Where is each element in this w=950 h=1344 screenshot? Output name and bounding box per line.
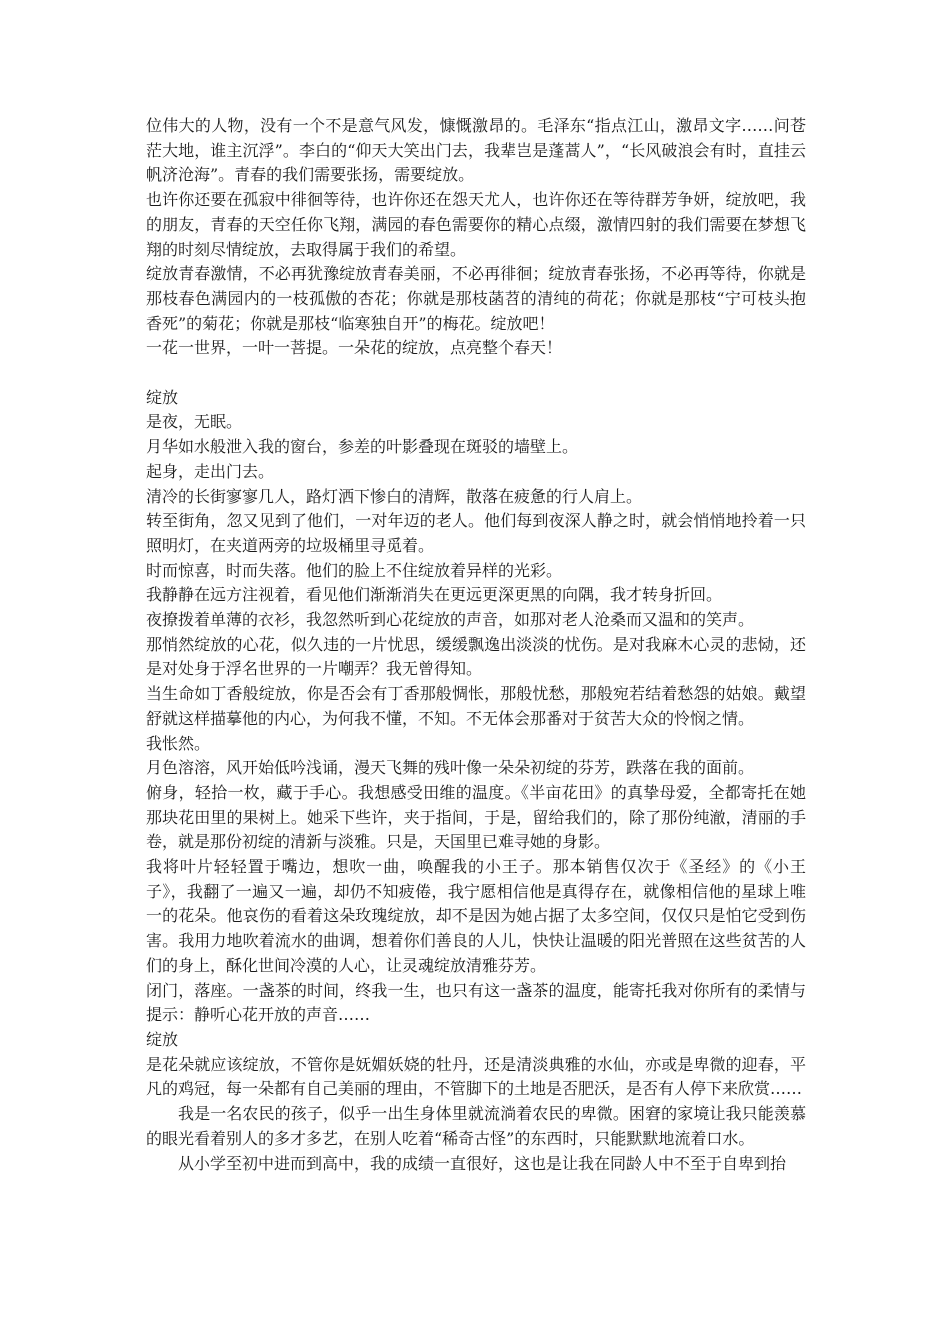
paragraph: 是花朵就应该绽放，不管你是妩媚妖娆的牡丹，还是清淡典雅的水仙，亦或是卑微的迎春，平凡的鸡冠，每一朵都有自己美丽的理由，不管脚下的土地是否肥沃，是否有人停下来欣赏…… [146, 1054, 806, 1099]
paragraph: 一花一世界，一叶一菩提。一朵花的绽放，点亮整个春天！ [146, 338, 563, 358]
paragraph: 我怅然。 [146, 733, 211, 753]
paragraph: 转至街角，忽又见到了他们，一对年迈的老人。他们每到夜深人静之时，就会悄悄地拎着一只照明灯，在夹道两旁的垃圾桶里寻觅着。 [146, 511, 806, 555]
paragraph: 也许你还要在孤寂中徘徊等待，也许你还在怨天尤人，也许你还在等待群芳争妍，绽放吧，我的朋友，青春的天空任你飞翔，满园的春色需要你的精心点缀，激情四射的我们需要在梦想飞翔的时刻尽情绽放，去取得属于我们的希望。 [146, 190, 806, 259]
paragraph: 那悄然绽放的心花，似久违的一片忧思，缓缓飘逸出淡淡的忧伤。是对我麻木心灵的悲恸，还是对处身于浮名世界的一片嘲弄？我无曾得知。 [146, 634, 806, 679]
paragraph: 夜撩拨着单薄的衣衫，我忽然听到心花绽放的声音，如那对老人沧桑而又温和的笑声。 [146, 610, 755, 630]
paragraph: 俯身，轻拾一枚，藏于手心。我想感受田维的温度。《半亩花田》的真挚母爱，全都寄托在她那块花田里的果树上。她采下些许，夹于指间，于是，留给我们的，除了那份纯澈，清丽的手卷，就是那份初绽的清新与淡雅。只是，天国里已难寻她的身影。 [146, 782, 806, 852]
paragraph: 当生命如丁香般绽放，你是否会有丁香那般惆怅，那般忧愁，那般宛若结着愁怨的姑娘。戴望舒就这样描摹他的内心，为何我不懂，不知。不无体会那番对于贫苦大众的怜悯之情。 [146, 684, 806, 728]
paragraph: 闭门，落座。一盏茶的时间，终我一生，也只有这一盏茶的温度，能寄托我对你所有的柔情与提示：静听心花开放的声音…… [146, 980, 806, 1025]
paragraph: 我静静在远方注视着，看见他们渐渐消失在更远更深更黑的向隅，我才转身折回。 [146, 585, 723, 605]
paragraph: 时而惊喜，时而失落。他们的脸上不住绽放着异样的光彩。 [146, 560, 563, 580]
paragraph: 绽放青春激情，不必再犹豫绽放青春美丽，不必再徘徊；绽放青春张扬，不必再等待，你就是那枝春色满园内的一枝孤傲的杏花；你就是那枝菡苕的清纯的荷花；你就是那枝“宁可枝头抱香死”的菊花；你就是那枝“临寒独自开”的梅花。绽放吧！ [146, 264, 806, 333]
paragraph: 清冷的长街寥寥几人，路灯洒下惨白的清辉，散落在疲惫的行人肩上。 [146, 486, 643, 506]
section-heading: 绽放 [146, 387, 179, 407]
paragraph: 月色溶溶，风开始低吟浅诵，漫天飞舞的残叶像一朵朵初绽的芬芳，跌落在我的面前。 [146, 758, 755, 778]
paragraph: 我将叶片轻轻置于嘴边，想吹一曲，唤醒我的小王子。那本销售仅次于《圣经》的《小王子》，我翻了一遍又一遍，却仍不知疲倦，我宁愿相信他是真得存在，就像相信他的星球上唯一的花朵。他哀伤的看着这朵玫瑰绽放，却不是因为她占据了太多空间，仅仅只是怕它受到伤害。我用力地吹着流水的曲调，想着你们善良的人儿，快快让温暖的阳光普照在这些贫苦的人们的身上，酥化世间冷漠的人心，让灵魂绽放清雅芬芳。 [146, 857, 806, 975]
blank-line [146, 361, 806, 386]
paragraph: 位伟大的人物，没有一个不是意气风发，慷慨激昂的。毛泽东“指点江山，激昂文字……问苍茫大地，谁主沉浮”。李白的“仰天大笑出门去，我辈岂是蓬蒿人”，“长风破浪会有时，直挂云帆济沧海”。青春的我们需要张扬，需要绽放。 [146, 116, 806, 185]
document-body [146, 114, 806, 1176]
section-heading: 绽放 [146, 1030, 179, 1049]
paragraph: 我是一名农民的孩子，似乎一出生身体里就流淌着农民的卑微。困窘的家境让我只能羡慕的眼光看着别人的多才多艺，在别人吃着“稀奇古怪”的东西时，只能默默地流着口水。 [146, 1104, 806, 1148]
paragraph: 起身，走出门去。 [146, 461, 275, 481]
paragraph: 月华如水般泄入我的窗台，参差的叶影叠现在斑驳的墙壁上。 [146, 437, 579, 457]
paragraph: 是夜，无眠。 [146, 412, 243, 432]
paragraph: 从小学至初中进而到高中，我的成绩一直很好，这也是让我在同龄人中不至于自卑到抬 [178, 1153, 787, 1173]
